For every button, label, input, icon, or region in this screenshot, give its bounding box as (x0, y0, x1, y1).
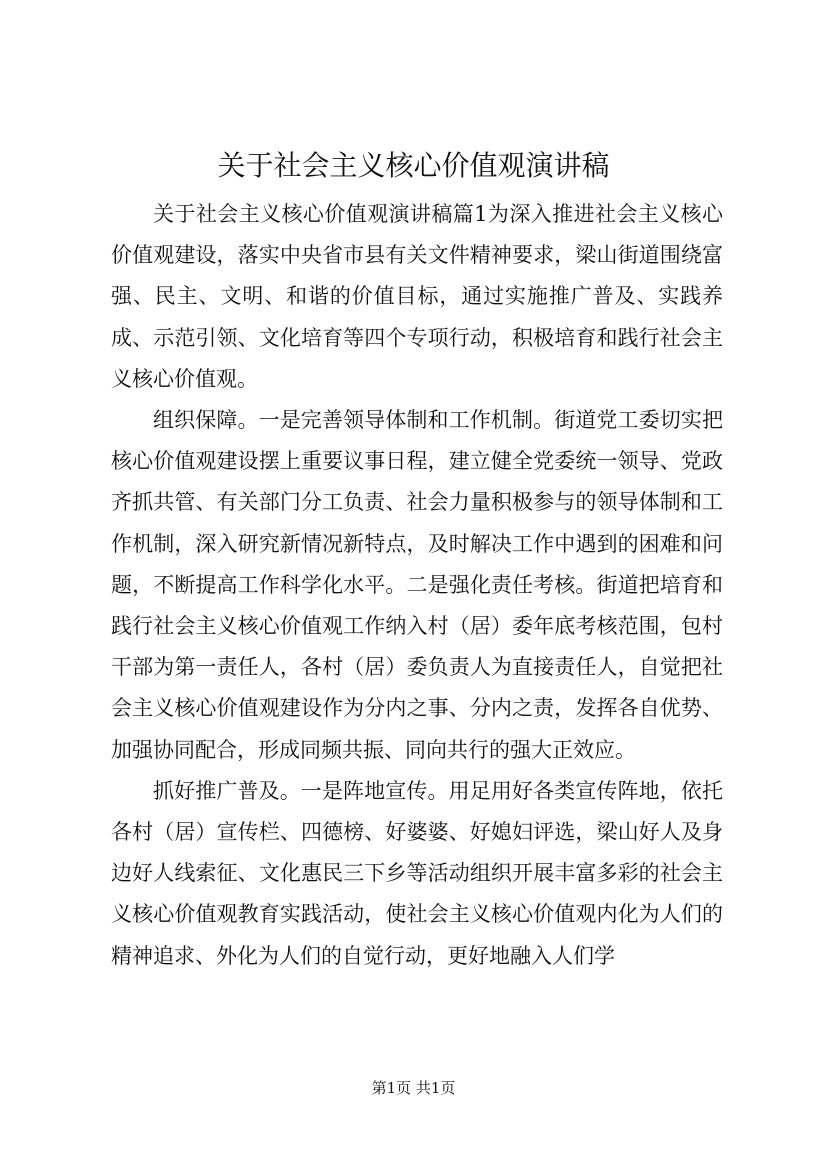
document-body (111, 194, 723, 977)
page-footer: 第1页 共1页 (371, 1079, 456, 1097)
paragraph-intro: 关于社会主义核心价值观演讲稿篇1为深入推进社会主义核心价值观建设，落实中央省市县有关文件精神要求，梁山街道围绕富强、民主、文明、和谐的价值目标，通过实施推广普及、实践养成、示范引领、文化培育等四个专项行动，积极培育和践行社会主义核心价值观。 (111, 202, 723, 391)
paragraph-promotion: 抓好推广普及。一是阵地宣传。用足用好各类宣传阵地，依托各村（居）宣传栏、四德榜、好婆婆、好媳妇评选，梁山好人及身边好人线索征、文化惠民三下乡等活动组织开展丰富多彩的社会主义核心价值观教育实践活动，使社会主义核心价值观内化为人们的精神追求、外化为人们的自觉行动，更好地融入人们学 (111, 778, 723, 968)
document-title: 关于社会主义核心价值观演讲稿 (217, 149, 610, 182)
paragraph-organization: 组织保障。一是完善领导体制和工作机制。街道党工委切实把核心价值观建设摆上重要议事日程，建立健全党委统一领导、党政齐抓共管、有关部门分工负责、社会力量积极参与的领导体制和工作机制，深入研究新情况新特点，及时解决工作中遇到的困难和问题，不断提高工作科学化水平。二是强化责任考核。街道把培育和践行社会主义核心价值观工作纳入村（居）委年底考核范围，包村干部为第一责任人，各村（居）委负责人为直接责任人，自觉把社会主义核心价值观建设作为分内之事、分内之责，发挥各自优势、加强协同配合，形成同频共振、同向共行的强大正效应。 (111, 408, 723, 762)
